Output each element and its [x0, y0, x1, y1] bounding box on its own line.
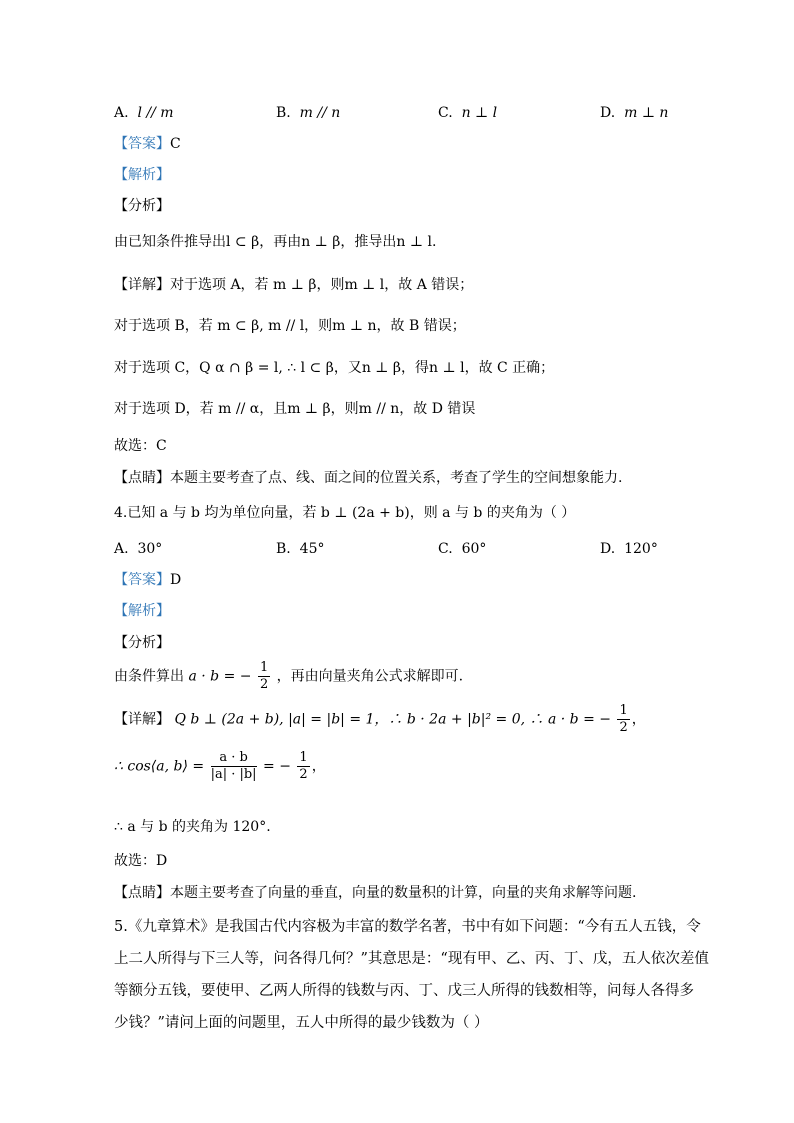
q3-option-a: A. l // m: [114, 105, 174, 121]
q3-jiexi-tag: 【解析】: [114, 167, 170, 183]
q4-xiangjie-line-1: 【详解】 Q b ⊥ (2a + b), |a| = |b| = 1，∴ b · 2a + |b|² = 0, ∴ a · b = − $\frac{1}{2}$ ，: [114, 703, 646, 735]
q3-fenxi-text: 由已知条件推导出l ⊂ β，再由n ⊥ β，推导出n ⊥ l.: [114, 234, 437, 250]
q3-option-d: D. m ⊥ n: [600, 105, 669, 121]
q5-line-4: 少钱？”请问上面的问题里，五人中所得的最少钱数为（ ）: [114, 1015, 489, 1031]
q4-option-c: C. 60°: [438, 541, 487, 557]
q4-fenxi-text: 由条件算出 a · b = − $\frac{1}{2}$ ，再由向量夹角公式求解即可.: [114, 660, 464, 692]
q3-option-c: C. n ⊥ l: [438, 105, 498, 121]
q4-option-d: D. 120°: [600, 541, 658, 557]
q4-cos-formula: ∴ cos⟨a, b⟩ = $\frac{a \cdot b}{|a| \cdot |b|}$ = − $\frac{1}{2}$ ，: [114, 750, 326, 782]
q3-xiangjie-line-1: 【详解】对于选项 A，若 m ⊥ β，则m ⊥ l，故 A 错误；: [114, 277, 474, 293]
q3-xiangjie-line-3: 对于选项 C，Q α ∩ β = l, ∴ l ⊂ β，又n ⊥ β，得n ⊥ l，故 C 正确；: [114, 360, 555, 376]
q3-fenxi-tag: 【分析】: [114, 198, 170, 214]
q4-answer: 【答案】D: [114, 572, 182, 588]
q4-option-b: B. 45°: [276, 541, 325, 557]
q4-jiexi-tag: 【解析】: [114, 603, 170, 619]
fraction-one-half: $\frac{1}{2}$: [259, 660, 269, 692]
q3-answer: 【答案】C: [114, 136, 181, 152]
q4-angle-line: ∴ a 与 b 的夹角为 120°.: [114, 819, 271, 835]
q4-dianjing: 【点睛】本题主要考查了向量的垂直，向量的数量积的计算，向量的夹角求解等问题.: [114, 885, 637, 901]
q5-line-2: 上二人所得与下三人等，问各得几何？”其意思是：“现有甲、乙、丙、丁、戊，五人依次差值: [114, 951, 709, 967]
fraction-one-half: $\frac{1}{2}$: [619, 703, 628, 735]
q3-xiangjie-line-4: 对于选项 D，若 m // α，且m ⊥ β，则m // n，故 D 错误: [114, 401, 476, 417]
q4-option-a: A. 30°: [114, 541, 163, 557]
q3-guxuan: 故选：C: [114, 438, 167, 454]
q4-guxuan: 故选：D: [114, 853, 168, 869]
fraction-cos: $\frac{a \cdot b}{|a| \cdot |b|}$: [210, 750, 257, 782]
q3-dianjing: 【点睛】本题主要考查了点、线、面之间的位置关系，考查了学生的空间想象能力.: [114, 470, 623, 486]
q4-stem: 4.已知 a 与 b 均为单位向量，若 b ⊥ (2a + b)，则 a 与 b 的夹角为（ ）: [114, 505, 576, 521]
q5-line-3: 等额分五钱，要使甲、乙两人所得的钱数与丙、丁、戊三人所得的钱数相等，问每人各得多: [114, 983, 694, 999]
q5-line-1: 5.《九章算术》是我国古代内容极为丰富的数学名著，书中有如下问题：“今有五人五钱，令: [114, 919, 701, 935]
q3-xiangjie-line-2: 对于选项 B，若 m ⊂ β, m // l，则m ⊥ n，故 B 错误；: [114, 318, 466, 334]
q4-fenxi-tag: 【分析】: [114, 635, 170, 651]
fraction-one-half: $\frac{1}{2}$: [299, 750, 308, 782]
q3-option-b: B. m // n: [276, 105, 341, 121]
